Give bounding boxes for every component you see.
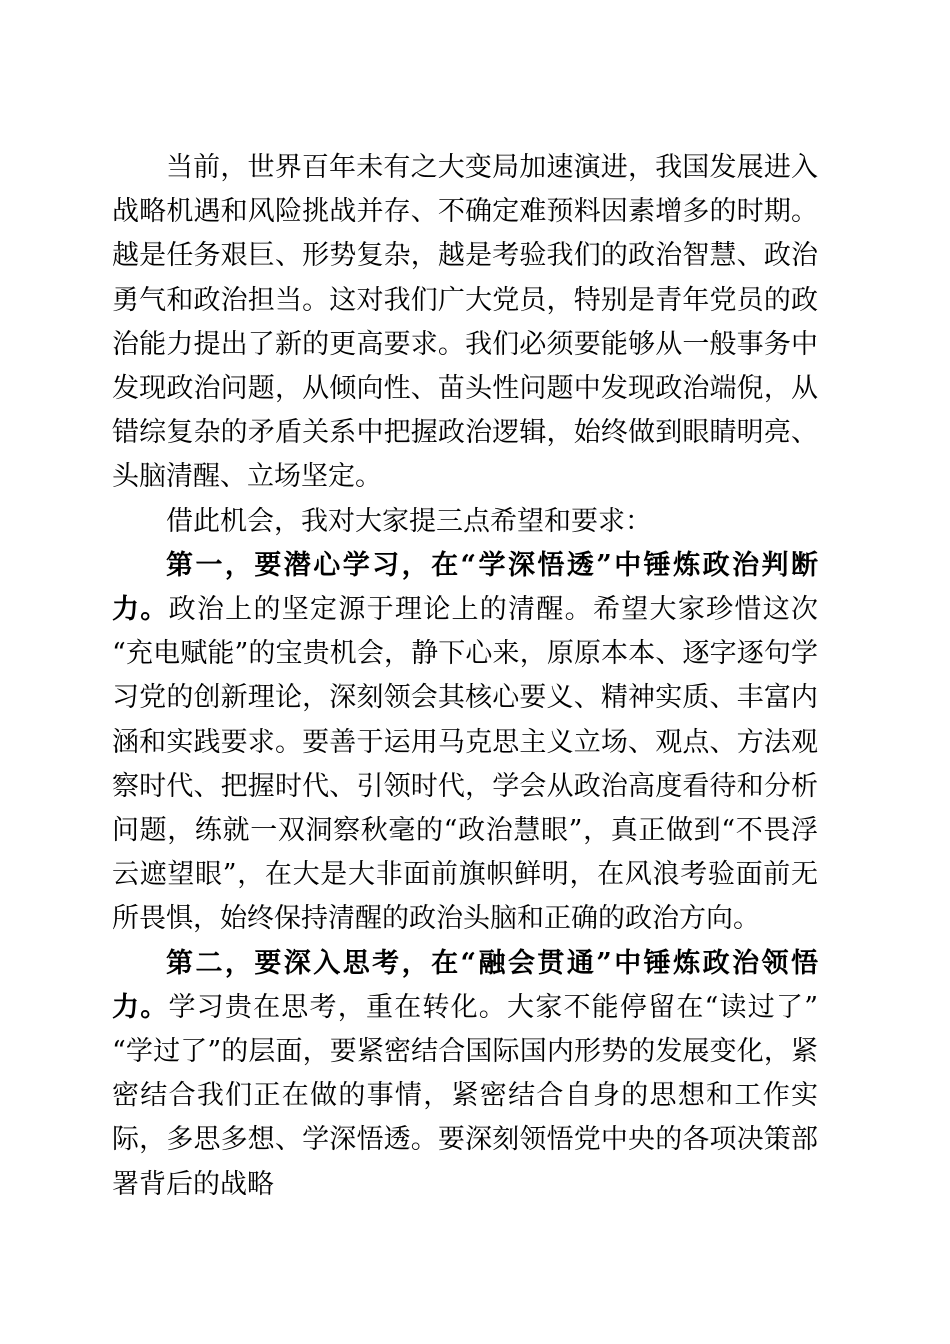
bold-lead-sentence: 第一，要潜心学习，在“学深悟透”中锤炼政治判断力。 [112,549,818,626]
paragraph-text: 政治上的坚定源于理论上的清醒。希望大家珍惜这次“充电赋能”的宝贵机会，静下心来，原原本本、逐字逐句学习党的创新理论，深刻领会其核心要义、精神实质、丰富内涵和实践要求。要善于运用马克思主义立场、观点、方法观察时代、把握时代、引领时代，学会从政治高度看待和分析问题，练就一双洞察秋毫的“政治慧眼”，真正做到“不畏浮云遮望眼”，在大是大非面前旗帜鲜明，在风浪考验面前无所畏惧，始终保持清醒的政治头脑和正确的政治方向。 [112,594,819,935]
paragraph-point-one [112,544,818,942]
document-body [112,146,818,1207]
paragraph-text: 借此机会，我对大家提三点希望和要求： [166,505,652,537]
paragraph-intro [112,146,818,500]
paragraph-text: 学习贵在思考，重在转化。大家不能停留在“读过了”“学过了”的层面，要紧密结合国际国内形势的发展变化，紧密结合我们正在做的事情，紧密结合自身的思想和工作实际，多思多想、学深悟透。要深刻领悟党中央的各项决策部署背后的战略 [112,991,819,1200]
paragraph-transition [112,500,818,544]
paragraph-text: 当前，世界百年未有之大变局加速演进，我国发展进入战略机遇和风险挑战并存、不确定难预料因素增多的时期。越是任务艰巨、形势复杂，越是考验我们的政治智慧、政治勇气和政治担当。这对我们广大党员，特别是青年党员的政治能力提出了新的更高要求。我们必须要能够从一般事务中发现政治问题，从倾向性、苗头性问题中发现政治端倪，从错综复杂的矛盾关系中把握政治逻辑，始终做到眼睛明亮、头脑清醒、立场坚定。 [112,152,818,493]
bold-lead-sentence: 第二，要深入思考，在“融会贯通”中锤炼政治领悟力。 [112,947,818,1023]
paragraph-point-two [112,942,818,1207]
